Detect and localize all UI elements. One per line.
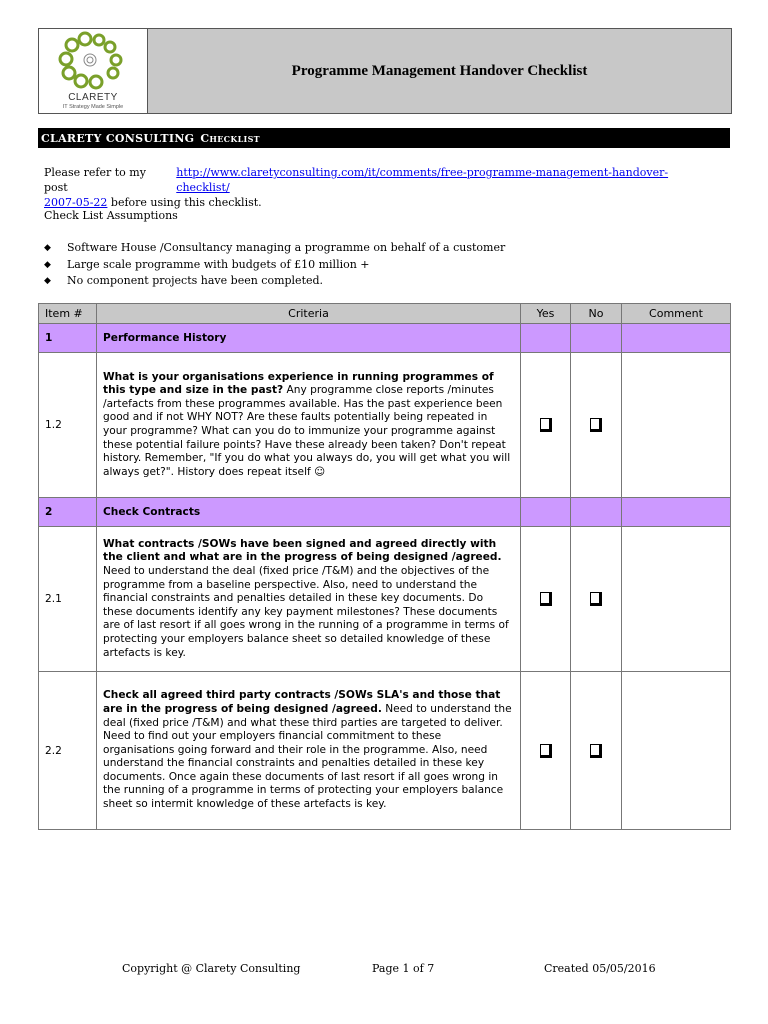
comment-cell[interactable] <box>622 353 731 498</box>
intro-paragraph <box>44 165 734 210</box>
assumptions-title: Check List Assumptions <box>44 209 178 222</box>
post-link-date[interactable]: 2007-05-22 <box>44 196 108 209</box>
yes-checkbox[interactable] <box>540 744 552 758</box>
footer-created-date: Created 05/05/2016 <box>544 962 656 975</box>
section-title: Check Contracts <box>97 498 521 527</box>
logo-rings-icon <box>39 29 147 93</box>
list-item: ◆ Software House /Consultancy managing a programme on behalf of a customer <box>44 240 505 257</box>
table-row <box>39 672 731 830</box>
section-row <box>39 324 731 353</box>
section-title: Performance History <box>97 324 521 353</box>
comment-cell[interactable] <box>622 672 731 830</box>
item-number: 1.2 <box>39 353 97 498</box>
yes-cell <box>521 672 571 830</box>
list-item: ◆ No component projects have been completed. <box>44 273 505 290</box>
section-bar-label: Checklist <box>200 131 260 145</box>
footer-copyright: Copyright @ Clarety Consulting <box>122 962 301 975</box>
yes-checkbox[interactable] <box>540 592 552 606</box>
diamond-bullet-icon: ◆ <box>44 243 51 253</box>
criteria-cell: What is your organisations experience in running programmes of this type and size in the past? Any programme close reports /minutes /artefacts from these programmes available. Has the past experience been good and if not WHY NOT? Are these faults potentially being repeated in your programme? What can you do to immunize your programme against these potential failure points? Have these already been taken? Don't repeat history. Remember, "If you do what you always do, you will get what you will always get?". History does repeat itself ☺ <box>97 353 521 498</box>
clarety-logo <box>39 29 148 113</box>
title-cell <box>148 29 731 113</box>
logo-tagline: IT Strategy Made Simple <box>62 104 124 110</box>
item-number: 2.2 <box>39 672 97 830</box>
criteria-cell: Check all agreed third party contracts /SOWs SLA's and those that are in the progress of being designed /agreed. Need to understand the deal (fixed price /T&M) and what these third parties are targeted to deliver. Need to find out your employers financial commitment to these organisations going forward and their role in the programme. Also, need understand the financial constraints and penalties detailed in these key documents. Once again these documents of last resort if all goes wrong in the running of a programme in terms of protecting your employers balance sheet so intermit knowledge of these artefacts is key. <box>97 672 521 830</box>
table-row <box>39 527 731 672</box>
col-comment: Comment <box>622 304 731 324</box>
table-header-row <box>39 304 731 324</box>
section-row <box>39 498 731 527</box>
checklist-table <box>38 303 731 830</box>
assumptions-list <box>44 240 505 290</box>
yes-checkbox[interactable] <box>540 418 552 432</box>
document-header <box>38 28 732 114</box>
intro-suffix: before using this checklist. <box>110 196 262 209</box>
list-item: ◆ Large scale programme with budgets of £10 million + <box>44 257 505 274</box>
footer-page-number: Page 1 of 7 <box>372 962 435 975</box>
criteria-cell: What contracts /SOWs have been signed and agreed directly with the client and what are in the progress of being designed /agreed. Need to understand the deal (fixed price /T&M) and the objectives of the programme from a baseline perspective. Also, need to understand the financial constraints and penalties detailed in these key documents. Do these documents identify any key payment milestones? These documents are of last resort if all goes wrong in the running of a programme in terms of protecting your employers balance sheet so detailed knowledge of these artefacts is key. <box>97 527 521 672</box>
section-number: 2 <box>39 498 97 527</box>
no-checkbox[interactable] <box>590 744 602 758</box>
section-number: 1 <box>39 324 97 353</box>
no-cell <box>571 353 622 498</box>
no-cell <box>571 527 622 672</box>
col-no: No <box>571 304 622 324</box>
section-bar-company: CLARETY CONSULTING <box>41 131 195 145</box>
section-bar <box>38 128 730 148</box>
intro-prefix: Please refer to my post <box>44 166 146 194</box>
comment-cell[interactable] <box>622 527 731 672</box>
col-yes: Yes <box>521 304 571 324</box>
no-cell <box>571 672 622 830</box>
item-number: 2.1 <box>39 527 97 672</box>
yes-cell <box>521 527 571 672</box>
col-criteria: Criteria <box>97 304 521 324</box>
no-checkbox[interactable] <box>590 592 602 606</box>
diamond-bullet-icon: ◆ <box>44 276 51 286</box>
table-row <box>39 353 731 498</box>
yes-cell <box>521 353 571 498</box>
diamond-bullet-icon: ◆ <box>44 259 51 270</box>
col-item: Item # <box>39 304 97 324</box>
post-link[interactable]: http://www.claretyconsulting.com/it/comments/free-programme-management-handover-checklist/ <box>176 166 669 194</box>
no-checkbox[interactable] <box>590 418 602 432</box>
logo-name: CLARETY <box>68 92 118 103</box>
document-title: Programme Management Handover Checklist <box>291 62 588 79</box>
